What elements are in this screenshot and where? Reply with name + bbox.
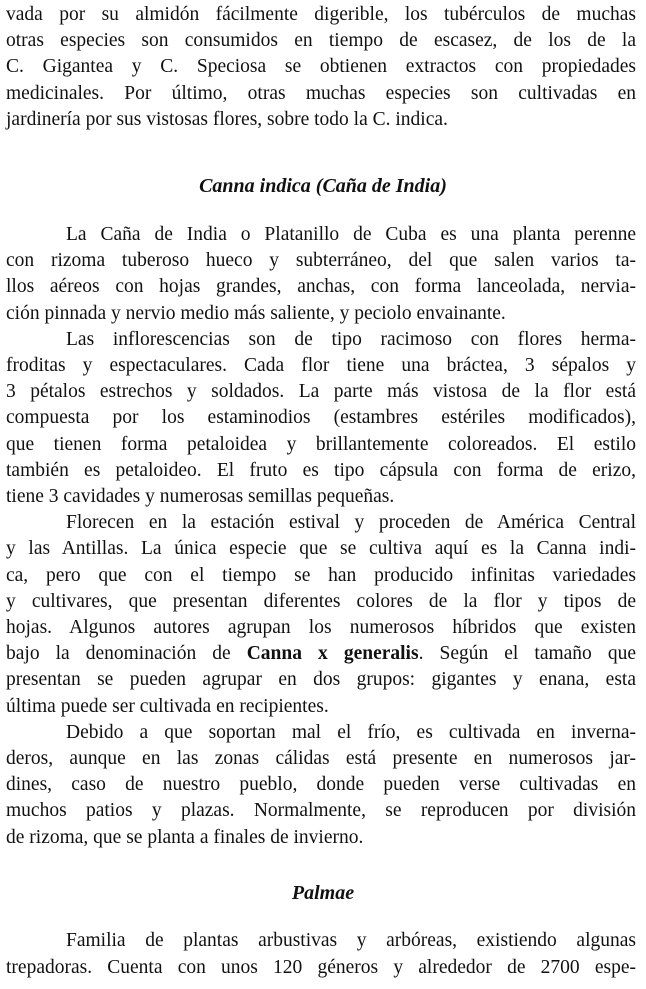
canna-p3-line-2: y las Antillas. La única especie que se cultiva aquí es la Canna indi- bbox=[6, 538, 636, 560]
canna-p1-line-3: llos aéreos con hojas grandes, anchas, con forma lanceolada, nervia- bbox=[6, 276, 636, 298]
palmae-p1-line-1: Familia de plantas arbustivas y arbóreas, existiendo algunas bbox=[66, 930, 636, 951]
canna-p3-line-6 bbox=[6, 641, 636, 667]
canna-p4-line-1: Debido a que soportan mal el frío, es cultivada en inverna- bbox=[66, 721, 636, 743]
section-heading-canna: Canna indica (Caña de India) bbox=[199, 175, 447, 197]
canna-p4-line-4: muchos patios y plazas. Normalmente, se reproducen por división bbox=[6, 800, 636, 822]
intro-line-2: otras especies son consumidos en tiempo de escasez, de los de la bbox=[6, 30, 636, 52]
intro-line-4: medicinales. Por último, otras muchas especies son cultivadas en bbox=[6, 82, 636, 104]
canna-generalis-bold: Canna x generalis bbox=[246, 643, 419, 665]
canna-p1-line-1: La Caña de India o Platanillo de Cuba es una planta perenne bbox=[66, 224, 636, 245]
canna-p3-line-6-before: bajo la denominación de bbox=[6, 643, 247, 665]
canna-p4-line-3: dines, caso de nuestro pueblo, donde pueden verse cultivadas en bbox=[6, 774, 636, 796]
canna-p3-line-1: Florecen en la estación estival y proceden de América Central bbox=[66, 512, 636, 534]
canna-p3-line-8: última puede ser cultivada en recipientes. bbox=[6, 695, 329, 717]
canna-p2-line-6: también es petaloideo. El fruto es tipo cápsula con forma de erizo, bbox=[6, 459, 636, 481]
canna-p3-line-3: ca, pero que con el tiempo se han producido infinitas variedades bbox=[6, 564, 636, 586]
canna-p2-line-4: compuesta por los estaminodios (estambres estériles modificados), bbox=[6, 407, 636, 429]
canna-p2-line-3: 3 pétalos estrechos y soldados. La parte más vistosa de la flor está bbox=[6, 381, 636, 403]
canna-p4-line-5: de rizoma, que se planta a finales de invierno. bbox=[6, 826, 364, 848]
canna-p3-line-7: presentan se pueden agrupar en dos grupos: gigantes y enana, esta bbox=[6, 669, 636, 691]
section-heading-palmae: Palmae bbox=[291, 882, 355, 904]
canna-p2-line-1: Las inflorescencias son de tipo racimoso con flores herma- bbox=[66, 328, 636, 350]
canna-p4-line-2: deros, aunque en las zonas cálidas está presente en numerosos jar- bbox=[6, 748, 636, 769]
canna-p3-line-6-after: . Según el tamaño que bbox=[418, 643, 636, 665]
canna-p1-line-2: con rizoma tuberoso hueco y subterráneo, del que salen varios ta- bbox=[6, 250, 636, 272]
canna-p2-line-5: que tienen forma petaloidea y brillantemente coloreados. El estilo bbox=[6, 433, 636, 455]
intro-line-5: jardinería por sus vistosas flores, sobre todo la C. indica. bbox=[6, 108, 448, 130]
canna-p2-line-2: froditas y espectaculares. Cada flor tiene una bráctea, 3 sépalos y bbox=[6, 355, 636, 376]
canna-p3-line-4: y cultivares, que presentan diferentes colores de la flor y tipos de bbox=[6, 590, 636, 612]
palmae-p1-line-2: trepadoras. Cuenta con unos 120 géneros y alrededor de 2700 espe- bbox=[6, 957, 636, 978]
intro-line-3: C. Gigantea y C. Speciosa se obtienen extractos con propiedades bbox=[6, 56, 636, 78]
canna-p3-line-5: hojas. Algunos autores agrupan los numerosos híbridos que existen bbox=[6, 617, 636, 638]
intro-line-1: vada por su almidón fácilmente digerible, los tubérculos de muchas bbox=[6, 4, 636, 25]
canna-p1-line-4: ción pinnada y nervio medio más saliente, y peciolo envainante. bbox=[6, 302, 506, 324]
canna-p2-line-7: tiene 3 cavidades y numerosas semillas pequeñas. bbox=[6, 486, 395, 507]
